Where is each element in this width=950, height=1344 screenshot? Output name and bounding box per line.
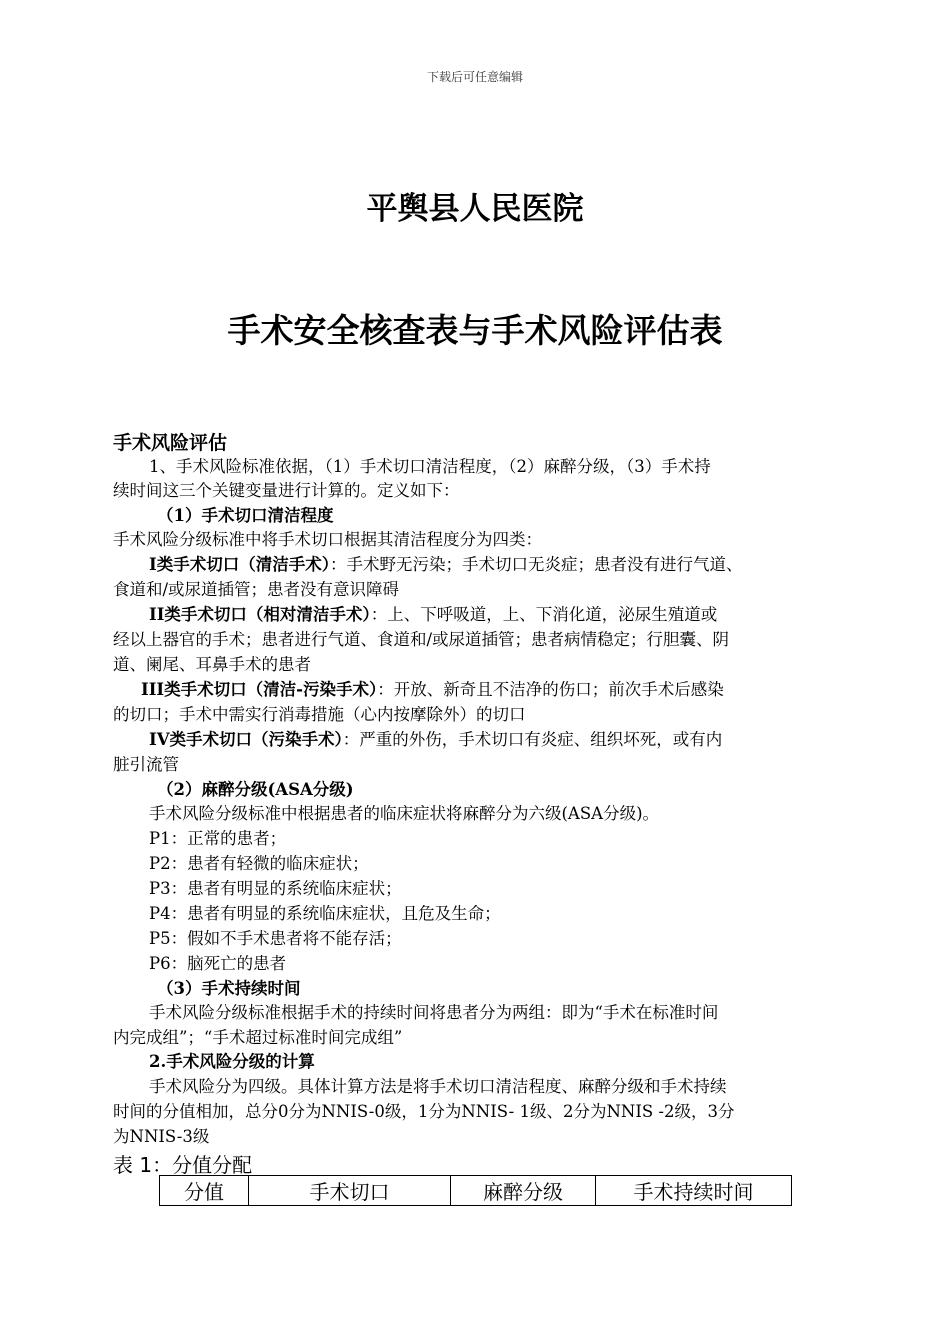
asa-level: P4：患者有明显的系统临床症状，且危及生命； xyxy=(149,904,501,923)
subsection-2-title: （2）麻醉分级(ASA分级) xyxy=(157,780,354,799)
asa-level: P1：正常的患者； xyxy=(149,829,287,848)
asa-level: P6：脑死亡的患者 xyxy=(149,954,287,973)
class-3-text: ：开放、新奇且不洁净的伤口；前次手术后感染 xyxy=(377,680,724,699)
calculation-line-2: 时间的分值相加，总分0分为NNIS-0级，1分为NNIS- 1级、2分为NNIS -2级，3分 xyxy=(113,1102,735,1121)
subsection-2-desc: 手术风险分级标准中根据患者的临床症状将麻醉分为六级(ASA分级)。 xyxy=(149,804,660,823)
class-2-text: ：上、下呼吸道，上、下消化道，泌尿生殖道或 xyxy=(370,605,718,624)
document-title: 手术安全核查表与手术风险评估表 xyxy=(227,311,723,350)
subsection-3-line-1: 手术风险分级标准根据手术的持续时间将患者分为两组：即为“手术在标准时间 xyxy=(149,1003,719,1022)
table-header-cell: 麻醉分级 xyxy=(451,1176,596,1206)
class-4-text: ：严重的外伤，手术切口有炎症、组织坏死，或有内 xyxy=(342,730,723,749)
table-header-cell: 分值 xyxy=(160,1176,249,1206)
section-title: 手术风险评估 xyxy=(113,432,228,454)
asa-level: P5：假如不手术患者将不能存活； xyxy=(149,929,402,948)
subsection-3-line-2: 内完成组”；“手术超过标准时间完成组” xyxy=(113,1028,403,1047)
class-2-line-1 xyxy=(149,603,717,628)
table-header-cell: 手术持续时间 xyxy=(596,1176,792,1206)
asa-level: P2：患者有轻微的临床症状； xyxy=(149,854,369,873)
intro-line-2: 续时间这三个关键变量进行计算的。定义如下： xyxy=(113,481,460,500)
table-header-row xyxy=(160,1176,792,1206)
class-1-label: I类手术切口（清洁手术） xyxy=(149,555,330,574)
class-1-line-1 xyxy=(149,553,742,578)
class-4-label: IV类手术切口（污染手术） xyxy=(149,730,343,749)
intro-line-1: 1、手术风险标准依据，（1）手术切口清洁程度，（2）麻醉分级，（3）手术持 xyxy=(149,457,711,476)
score-allocation-table xyxy=(159,1175,792,1206)
class-3-line-1 xyxy=(141,678,724,703)
subsection-1-desc: 手术风险分级标准中将手术切口根据其清洁程度分为四类： xyxy=(113,530,542,549)
class-4-line-1 xyxy=(149,728,722,753)
calculation-line-1: 手术风险分为四级。具体计算方法是将手术切口清洁程度、麻醉分级和手术持续 xyxy=(149,1077,727,1096)
page-header-note: 下载后可任意编辑 xyxy=(426,70,523,84)
class-1-line-2: 食道和/或尿道插管；患者没有意识障碍 xyxy=(113,580,400,599)
asa-level: P3：患者有明显的系统临床症状； xyxy=(149,879,402,898)
subsection-3-title: （3）手术持续时间 xyxy=(157,979,301,998)
subsection-1-title: （1）手术切口清洁程度 xyxy=(157,506,334,525)
class-1-text: ：手术野无污染；手术切口无炎症；患者没有进行气道、 xyxy=(329,555,743,574)
class-2-label: II类手术切口（相对清洁手术） xyxy=(149,605,371,624)
calculation-line-3: 为NNIS-3级 xyxy=(113,1127,210,1146)
class-4-line-2: 脏引流管 xyxy=(113,755,179,774)
class-3-line-2: 的切口；手术中需实行消毒措施（心内按摩除外）的切口 xyxy=(113,705,526,724)
hospital-title: 平舆县人民医院 xyxy=(366,191,584,227)
calculation-title: 2.手术风险分级的计算 xyxy=(149,1052,315,1071)
table-caption: 表 1：分值分配 xyxy=(113,1153,253,1177)
class-2-line-2: 经以上器官的手术；患者进行气道、食道和/或尿道插管；患者病情稳定；行胆囊、阴 xyxy=(113,630,730,649)
table-header-cell: 手术切口 xyxy=(249,1176,451,1206)
class-3-label: III类手术切口（清洁-污染手术） xyxy=(141,680,378,699)
class-2-line-3: 道、阑尾、耳鼻手术的患者 xyxy=(113,655,311,674)
